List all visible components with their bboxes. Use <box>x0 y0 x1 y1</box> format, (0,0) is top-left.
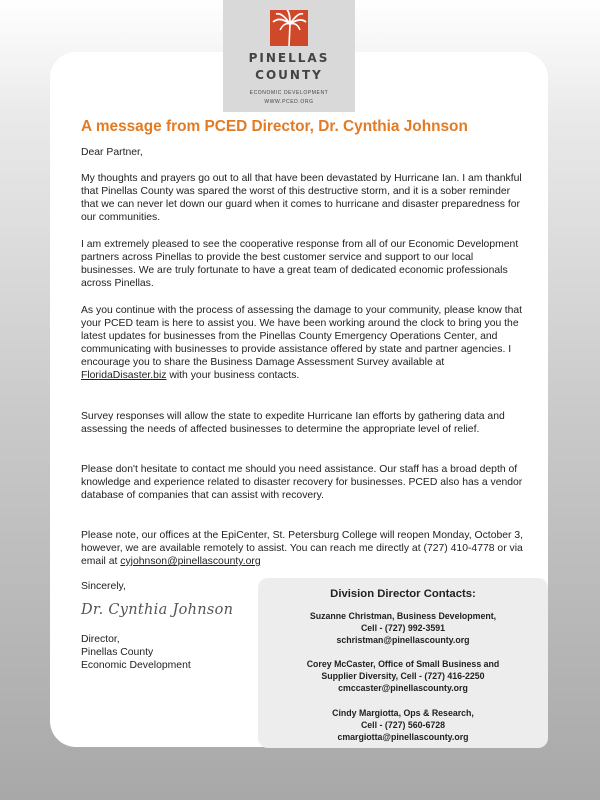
signer-org-1: Pinellas County <box>81 647 154 658</box>
contact-name: Suzanne Christman, Business Development, <box>309 611 497 621</box>
page-title: A message from PCED Director, Dr. Cynthia Johnson <box>81 118 468 135</box>
contact-email[interactable]: schristman@pinellascounty.org <box>336 635 470 645</box>
salutation: Dear Partner, <box>81 147 143 158</box>
paragraph-3 <box>81 304 525 382</box>
contact-email[interactable]: cmargiotta@pinellascounty.org <box>337 732 469 742</box>
director-email-link[interactable]: cyjohnson@pinellascounty.org <box>120 556 261 567</box>
logo-line-2: COUNTY <box>255 68 323 82</box>
paragraph-6 <box>81 529 525 568</box>
contact-phone: Supplier Diversity, Cell - (727) 416-2250 <box>321 671 485 681</box>
paragraph-6-text: Please note, our offices at the EpiCenter, St. Petersburg College will reopen Monday, October 3, however, we are available remotely to assist. You can reach me directly at (727) 410-4778 or via email at <box>81 530 524 567</box>
paragraph-3-text: As you continue with the process of assessing the damage to your community, please know that your PCED team is here to assist you. We have been working around the clock to bring you the latest updates for businesses from the Pinellas County Emergency Operations Center, and communicating with businesses to provide assistance offered by state and partner agencies. I encourage you to share the Business Damage Assessment Survey available at <box>81 305 523 368</box>
paragraph-4: Survey responses will allow the state to expedite Hurricane Ian efforts by gathering data and assessing the needs of affected businesses to determine the appropriate level of relief. <box>81 411 505 435</box>
logo-website: WWW.PCED.ORG <box>264 99 314 105</box>
palm-tree-icon <box>270 10 308 46</box>
contact-phone: Cell - (727) 992-3591 <box>360 623 446 633</box>
signer-org-2: Economic Development <box>81 660 191 671</box>
contacts-title: Division Director Contacts: <box>330 588 476 600</box>
closing-sincerely: Sincerely, <box>81 581 126 592</box>
contact-entry <box>258 707 548 743</box>
paragraph-3-tail: with your business contacts. <box>166 370 300 381</box>
signer-title: Director, <box>81 634 120 645</box>
florida-disaster-link[interactable]: FloridaDisaster.biz <box>81 370 167 381</box>
contact-name: Cindy Margiotta, Ops & Research, <box>332 708 474 718</box>
paragraph-1: My thoughts and prayers go out to all that have been devastated by Hurricane Ian. I am thankful that Pinellas County was spared the worst of this destructive storm, and it is a sober reminder that we can never let down our guard when it comes to hurricane and disaster preparedness for our communities. <box>81 173 522 223</box>
logo-subtitle: ECONOMIC DEVELOPMENT <box>249 90 329 96</box>
paragraph-2: I am extremely pleased to see the cooperative response from all of our Economic Development partners across Pinellas to provide the best customer service and support to our local businesses. We are truly fortunate to have a great team of dedicated economic professionals across Pinellas. <box>81 239 519 289</box>
logo-line-1: PINELLAS <box>248 51 330 65</box>
contact-email[interactable]: cmccaster@pinellascounty.org <box>338 683 468 693</box>
contact-phone: Cell - (727) 560-6728 <box>360 720 446 730</box>
paragraph-5: Please don't hesitate to contact me should you need assistance. Our staff has a broad depth of knowledge and experience related to disaster recovery for businesses. PCED also has a vendor database of companies that can assist with recovery. <box>81 464 523 501</box>
contact-name: Corey McCaster, Office of Small Business and <box>306 659 500 669</box>
pced-logo <box>223 0 355 112</box>
division-contacts-box <box>258 578 548 748</box>
contact-entry <box>258 610 548 646</box>
signature: Dr. Cynthia Johnson <box>81 602 234 618</box>
contact-entry <box>258 658 548 694</box>
